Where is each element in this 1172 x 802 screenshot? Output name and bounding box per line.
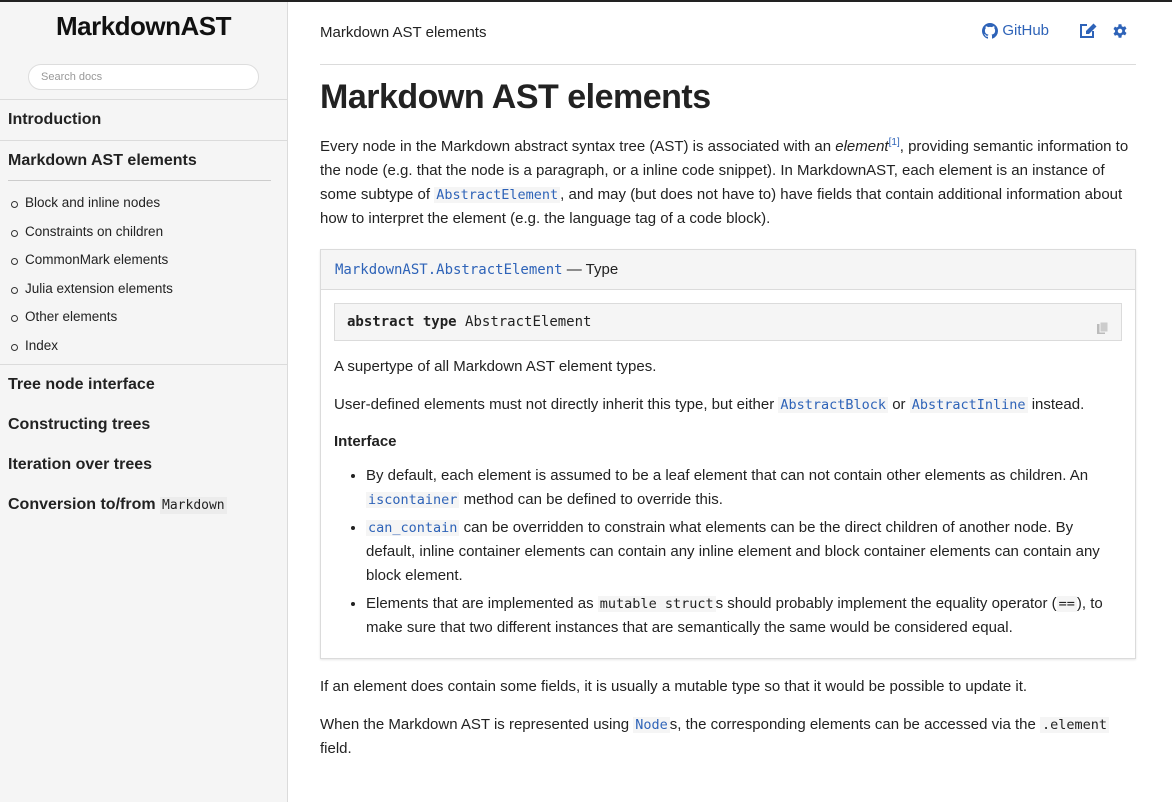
b3-text-a: Elements that are implemented as [366,595,598,612]
after2-text-b: s, the corresponding elements can be accessed via the [669,716,1040,733]
sidebar-item-conversion-code: Markdown [162,498,225,513]
interface-item-2 [366,516,1122,588]
sidebar-subitem-index[interactable]: Index [8,332,279,361]
sidebar [0,2,288,802]
code-keyword-abstract: abstract [347,314,415,330]
code-block [334,303,1122,341]
settings-button[interactable] [1112,23,1128,39]
para2-text-c: instead. [1027,396,1085,413]
copy-icon [1097,322,1109,336]
copy-button[interactable] [1097,314,1109,350]
abstractelement-link[interactable]: AbstractElement [436,187,559,203]
sidebar-current-section [0,141,287,364]
docstring-separator: — [562,261,586,278]
docstring-category: Type [585,261,619,278]
interface-item-1 [366,464,1122,512]
docstring-header [321,250,1135,290]
abstractinline-link[interactable]: AbstractInline [911,397,1026,413]
code-keyword-type: type [422,314,457,330]
sidebar-subitem-constraints[interactable]: Constraints on children [8,218,279,247]
abstractblock-link[interactable]: AbstractBlock [780,397,887,413]
docstring-para-1: A supertype of all Markdown AST element types. [334,358,657,375]
sidebar-item-tree-node-interface[interactable]: Tree node interface [8,376,155,393]
b1-text-a: By default, each element is assumed to be a leaf element that can not contain other elements as children. An [366,467,1089,484]
after2-text-c: field. [320,740,352,757]
element-field-code: .element [1041,717,1107,733]
interface-list [334,464,1122,640]
para2-text-b: or [888,396,910,413]
github-label: GitHub [1002,22,1049,39]
node-link[interactable]: Node [635,717,668,733]
breadcrumb[interactable]: Markdown AST elements [320,24,487,41]
interface-heading: Interface [334,433,397,450]
para2-text-a: User-defined elements must not directly inherit this type, but either [334,396,779,413]
main-content [320,2,1136,761]
search-input[interactable]: Search docs [28,64,259,90]
docstring-body [321,290,1135,658]
sidebar-item-introduction[interactable]: Introduction [8,111,102,128]
code-type-name: AbstractElement [465,314,592,330]
github-link[interactable] [982,22,1049,39]
github-icon [982,23,998,39]
after-paragraph-1: If an element does contain some fields, it is usually a mutable type so that it would be possible to update it. [320,678,1028,695]
sidebar-item-conversion[interactable] [0,485,287,525]
equality-operator-code: == [1058,596,1075,612]
can-contain-link[interactable]: can_contain [368,520,458,536]
gear-icon [1112,23,1128,39]
sidebar-item-current[interactable]: Markdown AST elements [8,141,271,181]
intro-paragraph [320,131,1136,231]
after2-text-a: When the Markdown AST is represented using [320,716,634,733]
intro-text-2: , providing semantic information to the node (e.g. that the node is a paragraph, or a inline code snippet). In MarkdownAST, each element is an instance of some subtype of [320,138,1129,203]
docstring [320,249,1136,659]
intro-em: element [835,138,889,155]
page-title: Markdown AST elements [320,78,711,116]
b3-text-c: ), to make sure that two different instances that are semantically the same would be considered equal. [366,595,1103,636]
b3-text-b: s should probably implement the equality operator ( [715,595,1057,612]
site-logo[interactable]: MarkdownAST [55,11,232,41]
sidebar-subitem-julia-extension[interactable]: Julia extension elements [8,275,279,304]
mutable-struct-code: mutable struct [599,596,714,612]
sidebar-item-constructing-trees[interactable]: Constructing trees [8,416,151,433]
intro-text-1: Every node in the Markdown abstract syntax tree (AST) is associated with an [320,138,836,155]
b1-text-b: method can be defined to override this. [459,491,723,508]
after-paragraph-2 [320,713,1136,761]
docstring-para-2 [334,393,1122,417]
edit-icon [1079,22,1098,39]
sidebar-subitem-block-inline[interactable]: Block and inline nodes [8,189,279,218]
topbar [320,2,1136,65]
b2-text-b: can be overridden to constrain what elements can be the direct children of another node. By default, inline container elements can contain any inline element and block container elements can contain any block element. [366,519,1100,584]
topbar-actions [982,22,1128,39]
edit-page-button[interactable] [1079,22,1098,39]
iscontainer-link[interactable]: iscontainer [368,492,458,508]
sidebar-item-conversion-label: Conversion to/from [8,496,161,513]
sidebar-subitem-other[interactable]: Other elements [8,303,279,332]
sidebar-sublist [8,181,279,364]
interface-item-3 [366,592,1122,640]
sidebar-item-iteration[interactable]: Iteration over trees [8,456,153,473]
footnote-link[interactable]: [1] [888,137,900,148]
sidebar-subitem-commonmark[interactable]: CommonMark elements [8,246,279,275]
docstring-binding-link[interactable]: MarkdownAST.AbstractElement [335,262,563,278]
intro-text-3: , and may (but does not have to) have fields that contain additional information about how to interpret the element (e.g. the language tag of a code block). [320,186,1123,227]
